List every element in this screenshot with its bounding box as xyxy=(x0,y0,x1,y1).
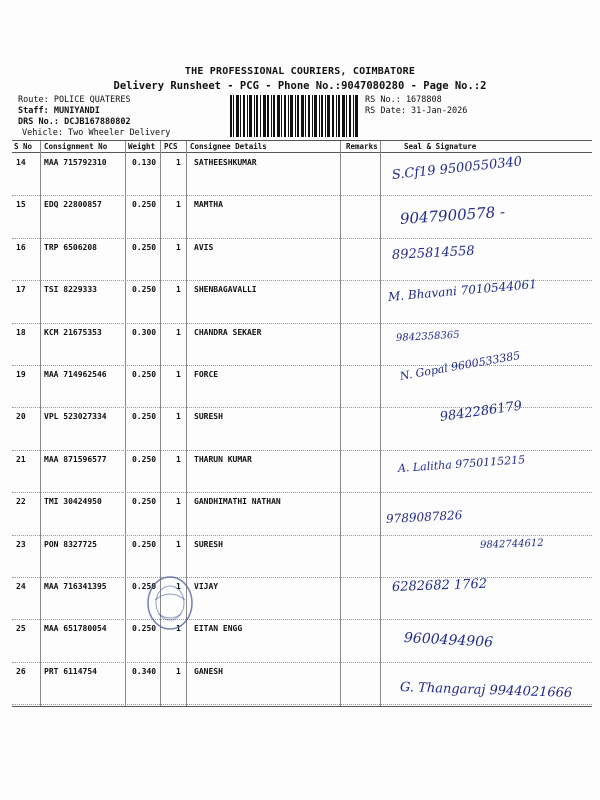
row-consignment-no: VPL 523027334 xyxy=(44,412,107,422)
col-weight-header: Weight xyxy=(128,142,156,151)
row-separator xyxy=(12,492,592,493)
row-consignee-name: SURESH xyxy=(194,412,223,422)
row-sno: 19 xyxy=(16,370,26,379)
row-sno: 15 xyxy=(16,200,26,210)
handwritten-signature: 8925814558 xyxy=(391,243,475,263)
row-consignee-name: GANDHIMATHI NATHAN xyxy=(194,497,281,507)
col-sno-header: S No xyxy=(14,142,33,151)
col-divider xyxy=(40,141,41,707)
row-weight: 0.250 xyxy=(132,285,157,295)
row-separator xyxy=(12,577,592,578)
route-text: Route: POLICE QUATERES xyxy=(18,95,131,105)
row-sno: 21 xyxy=(16,454,26,464)
row-consignment-no: MAA 871596577 xyxy=(44,454,107,464)
col-consignee-header: Consignee Details xyxy=(190,142,267,151)
row-weight: 0.250 xyxy=(132,539,157,549)
handwritten-signature: G. Thangaraj 9944021666 xyxy=(399,680,573,702)
row-pcs: 1 xyxy=(176,412,181,422)
row-separator xyxy=(12,365,592,366)
row-consignee-name: AVIS xyxy=(194,242,214,252)
row-consignment-no: TSI 8229333 xyxy=(44,285,97,295)
handwritten-signature: 9842744612 xyxy=(479,537,544,551)
row-sno: 23 xyxy=(16,539,26,549)
handwritten-signature: S.Cf19 9500550340 xyxy=(391,154,523,183)
handwritten-signature: 9789087826 xyxy=(385,508,463,526)
row-consignee-name: SHENBAGAVALLI xyxy=(194,285,257,295)
row-consignment-no: MAA 651780054 xyxy=(44,624,107,634)
handwritten-signature: 9842358365 xyxy=(395,329,460,344)
row-consignment-no: MAA 715792310 xyxy=(44,158,107,167)
col-divider xyxy=(340,141,341,707)
row-pcs: 1 xyxy=(176,158,181,167)
row-weight: 0.250 xyxy=(132,582,157,591)
row-weight: 0.250 xyxy=(132,200,157,210)
row-separator xyxy=(12,450,592,451)
row-separator xyxy=(12,619,592,620)
row-consignee-name: CHANDRA SEKAER xyxy=(194,327,262,337)
row-weight: 0.250 xyxy=(132,370,157,379)
col-seal-header: Seal & Signature xyxy=(404,142,477,151)
rs-number: RS No.: 1678808 xyxy=(365,95,442,105)
row-sno: 22 xyxy=(16,497,26,507)
row-pcs: 1 xyxy=(176,327,181,337)
row-sno: 16 xyxy=(16,242,26,252)
row-consignment-no: MAA 714962546 xyxy=(44,370,107,379)
col-divider xyxy=(380,141,381,707)
row-sno: 17 xyxy=(16,285,26,295)
row-separator xyxy=(12,238,592,239)
row-pcs: 1 xyxy=(176,370,181,379)
row-separator xyxy=(12,535,592,536)
row-sno: 24 xyxy=(16,582,26,591)
row-consignee-name: FORCE xyxy=(194,370,219,379)
row-consignment-no: EDQ 22800857 xyxy=(44,200,102,210)
staff-name: MUNIYANDI xyxy=(53,106,100,116)
header-bottom-rule xyxy=(12,152,592,153)
row-sno: 14 xyxy=(16,158,26,167)
row-weight: 0.300 xyxy=(132,327,157,337)
row-pcs: 1 xyxy=(176,242,181,252)
table-bottom-rule xyxy=(12,706,592,707)
col-pcs-header: PCS xyxy=(164,142,178,151)
row-consignee-name: MAMTHA xyxy=(194,200,223,210)
handwritten-signature: 9047900578 - xyxy=(399,202,506,228)
row-separator xyxy=(12,323,592,324)
drs-line xyxy=(18,117,131,127)
row-separator xyxy=(12,662,592,663)
row-weight: 0.250 xyxy=(132,624,157,634)
row-consignee-name: GANESH xyxy=(194,666,223,676)
row-sno: 26 xyxy=(16,666,26,676)
runsheet-subtitle: Delivery Runsheet - PCG - Phone No.:9047080280 - Page No.:2 xyxy=(113,80,487,92)
row-consignee-name: EITAN ENGG xyxy=(194,624,243,634)
row-pcs: 1 xyxy=(176,539,181,549)
row-pcs: 1 xyxy=(176,497,181,507)
row-consignment-no: KCM 21675353 xyxy=(44,327,102,337)
col-remarks-header: Remarks xyxy=(346,142,378,151)
row-consignee-name: SATHEESHKUMAR xyxy=(194,158,257,167)
row-weight: 0.250 xyxy=(132,242,157,252)
row-weight: 0.250 xyxy=(132,497,157,507)
rs-date: RS Date: 31-Jan-2026 xyxy=(365,106,468,116)
row-sno: 25 xyxy=(16,624,26,634)
row-weight: 0.250 xyxy=(132,454,157,464)
handwritten-signature: A. Lalitha 9750115215 xyxy=(397,453,526,475)
handwritten-signature: 9842286179 xyxy=(438,398,523,425)
company-title: THE PROFESSIONAL COURIERS, COIMBATORE xyxy=(184,66,416,77)
row-pcs: 1 xyxy=(176,200,181,210)
col-consignment-header: Consignment No xyxy=(44,142,108,151)
row-pcs: 1 xyxy=(176,624,181,634)
row-consignment-no: MAA 716341395 xyxy=(44,582,107,591)
handwritten-signature: M. Bhavani 7010544061 xyxy=(387,277,538,304)
row-consignee-name: THARUN KUMAR xyxy=(194,454,252,464)
row-pcs: 1 xyxy=(176,582,181,591)
handwritten-signature: N. Gopal 9600533385 xyxy=(398,348,522,383)
vehicle-text: Vehicle: Two Wheeler Delivery xyxy=(22,128,171,138)
row-weight: 0.130 xyxy=(132,158,157,167)
row-weight: 0.250 xyxy=(132,412,157,422)
row-sno: 18 xyxy=(16,327,26,337)
row-consignment-no: PON 8327725 xyxy=(44,539,97,549)
row-consignee-name: VIJAY xyxy=(194,582,219,591)
row-consignment-no: PRT 6114754 xyxy=(44,666,97,676)
row-pcs: 1 xyxy=(176,666,181,676)
row-consignee-name: SURESH xyxy=(194,539,223,549)
drs-label: DRS No.: xyxy=(18,117,59,127)
col-divider xyxy=(125,141,126,707)
row-separator xyxy=(12,195,592,196)
staff-line xyxy=(18,106,100,116)
row-weight: 0.340 xyxy=(132,666,157,676)
staff-label: Staff: xyxy=(18,106,49,116)
row-sno: 20 xyxy=(16,412,26,422)
office-seal-stamp xyxy=(145,574,195,632)
table-top-rule xyxy=(12,140,592,141)
row-pcs: 1 xyxy=(176,285,181,295)
barcode xyxy=(230,95,358,137)
handwritten-signature: 6282682 1762 xyxy=(391,576,488,595)
drs-number: DCJB167880802 xyxy=(64,117,131,127)
row-consignment-no: TRP 6506208 xyxy=(44,242,97,252)
row-consignment-no: TMI 30424950 xyxy=(44,497,102,507)
row-pcs: 1 xyxy=(176,454,181,464)
handwritten-signature: 9600494906 xyxy=(403,630,494,651)
